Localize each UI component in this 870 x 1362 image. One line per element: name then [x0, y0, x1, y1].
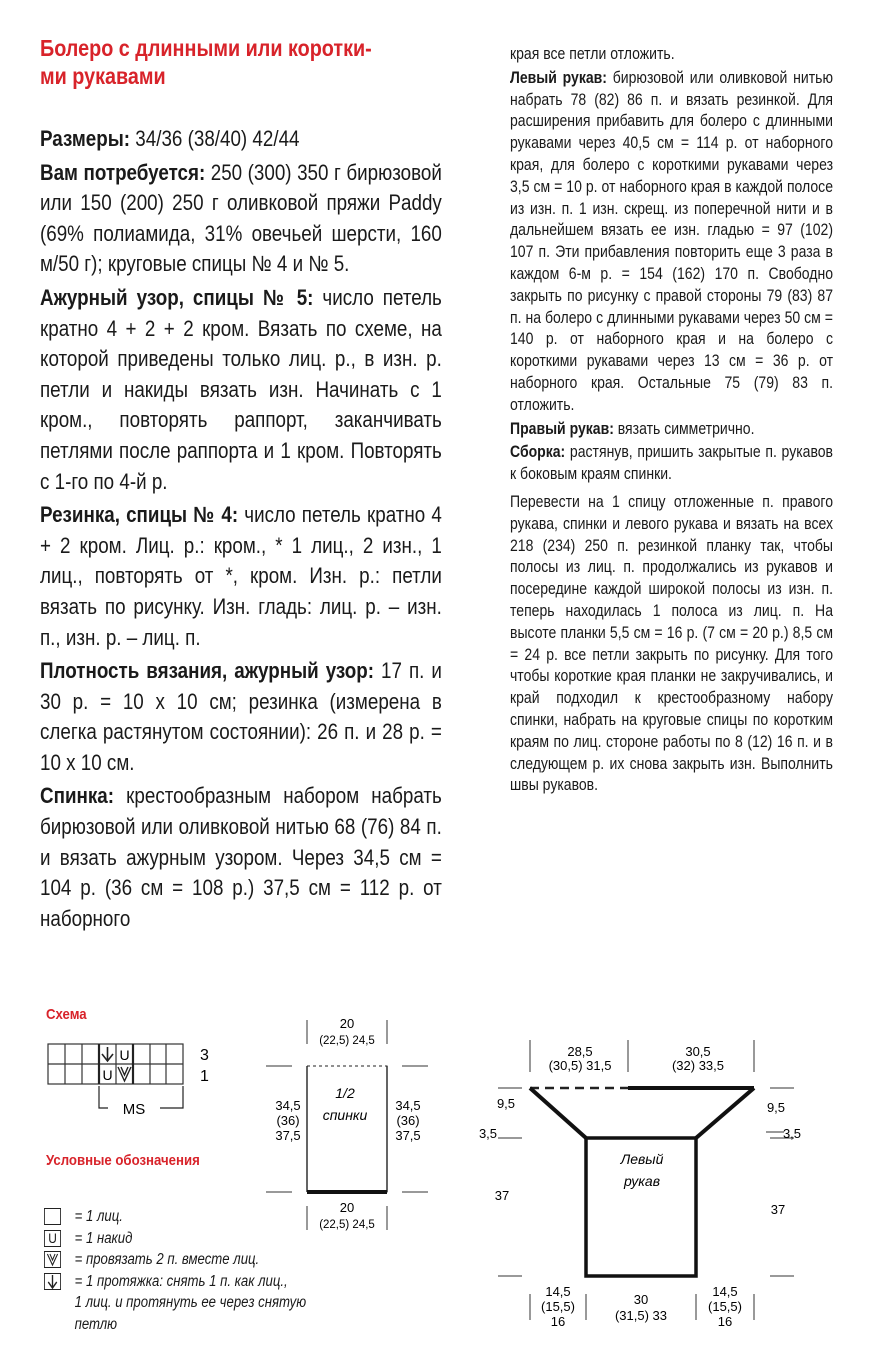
- materials-paragraph: [40, 158, 442, 280]
- back-top-width: 20: [339, 1016, 355, 1031]
- sleeve-top-left-width: 28,5: [567, 1044, 593, 1059]
- sleeve-right-9-5: 9,5: [766, 1100, 786, 1115]
- sleeve-right-length: 37: [770, 1202, 786, 1217]
- row-number-1: 1: [200, 1068, 209, 1085]
- ms-bracket-right: [160, 1086, 183, 1108]
- rib-paragraph: [40, 500, 442, 653]
- title-line-1: Болеро с длинными или коротки-: [40, 35, 372, 61]
- right-column: [510, 44, 833, 799]
- sleeve-bottom-center-2: (31,5) 33: [614, 1308, 668, 1323]
- k2tog-symbol: [118, 1067, 131, 1081]
- ms-bracket-left: [99, 1086, 108, 1108]
- legend-psso: [44, 1271, 384, 1293]
- legend-k2tog: [44, 1249, 384, 1271]
- back-left-height-2: (36): [276, 1113, 300, 1128]
- sleeve-label-2: рукав: [623, 1173, 661, 1189]
- legend-k2tog-text: = провязать 2 п. вместе лиц.: [74, 1251, 260, 1268]
- sleeve-bottom-left-1: 14,5: [545, 1284, 571, 1299]
- sizes-value: 34/36 (38/40) 42/44: [130, 126, 300, 151]
- sleeve-pattern-diagram: [470, 1036, 870, 1336]
- sleeve-left-slope: [530, 1088, 586, 1138]
- sleeve-left-3-5: 3,5: [478, 1126, 498, 1141]
- back-right-height-2: (36): [396, 1113, 420, 1128]
- assembly-paragraph: [510, 442, 833, 486]
- sleeve-top-left-width-sizes: (30,5) 31,5: [548, 1058, 612, 1073]
- sleeve-right-slope: [696, 1088, 754, 1138]
- back-center-label-2: спинки: [322, 1107, 368, 1123]
- sizes-label: Размеры:: [40, 126, 131, 151]
- sleeve-top-right-width: 30,5: [685, 1044, 711, 1059]
- legend-psso-text-3: петлю: [74, 1315, 118, 1333]
- left-sleeve-value: бирюзовой или оливковой нитью набрать 78 (82) 86 п. и вязать резинкой. Для расширения прибавить для болеро с длинными рукавами через 40,5 см = 114 р. от наборного края, для болеро с короткими рукавами через 3,5 см = 10 р. от наборного края в каждой полосе из изн. п. 1 изн. скрещ. из поперечной нити и в дальнейшем вязать ее изн. гладью = 97 (102) 107 п. Эти прибавления повторить еще 3 раза в каждом 6-м р. = 154 (162) 170 п. Свободно закрыть по рисунку с правой стороны 79 (83) 87 п. на болеро с длинными рукавами через 50 см = 140 р. от наборного края и на болеро с короткими рукавами через 13 см = 36 р. от наборного края. Остальные 75 (79) 83 п. отложить.: [510, 68, 834, 414]
- sleeve-bottom-right-1: 14,5: [712, 1284, 738, 1299]
- article-title: [40, 34, 470, 90]
- sleeve-bottom-left-3: 16: [550, 1314, 566, 1329]
- back-label: Спинка:: [40, 783, 115, 809]
- back-pattern-diagram: [262, 1016, 452, 1236]
- back-center-label-1: 1/2: [335, 1085, 355, 1101]
- sleeve-left-9-5: 9,5: [496, 1096, 516, 1111]
- legend-title: Условные обозначения: [46, 1152, 200, 1169]
- lace-paragraph: [40, 283, 442, 497]
- psso-box-icon: [44, 1273, 61, 1290]
- knit-box-icon: [44, 1208, 61, 1225]
- back-value: крестообразным набором набрать бирюзовой или оливковой нитью 68 (76) 84 п. и вязать ажурным узором. Через 34,5 см = 104 р. (36 см = 108 р.) 37,5 см = 112 р. от наборного: [40, 783, 442, 931]
- gauge-label: Плотность вязания, ажурный узор:: [40, 658, 375, 684]
- sleeve-bottom-left-2: (15,5): [541, 1299, 575, 1314]
- legend-knit-text: = 1 лиц.: [74, 1208, 123, 1225]
- sleeve-bottom-center-1: 30: [633, 1292, 649, 1307]
- back-left-height-1: 34,5: [275, 1098, 301, 1113]
- left-sleeve-label: Левый рукав:: [510, 68, 607, 87]
- left-column: [40, 124, 442, 937]
- row-number-3: 3: [200, 1047, 209, 1064]
- back-top-width-sizes: (22,5) 24,5: [319, 1035, 375, 1047]
- sleeve-bottom-right-3: 16: [717, 1314, 733, 1329]
- back-bottom-width-sizes: (22,5) 24,5: [319, 1219, 375, 1231]
- legend-psso-text-1: = 1 протяжка: снять 1 п. как лиц.,: [74, 1272, 288, 1290]
- back-bottom-width: 20: [339, 1200, 355, 1215]
- lace-value: число петель кратно 4 + 2 + 2 кром. Вязать по схеме, на которой приведены только лиц. р., в изн. р. петли и накиды вязать изн. Начинать с 1 кром., повторять раппорт, заканчивать петлями после раппорта и 1 кром. Повторять с 1-го по 4-й р.: [40, 284, 442, 494]
- sleeve-left-length: 37: [494, 1188, 510, 1203]
- final-paragraph: Перевести на 1 спицу отложенные п. правого рукава, спинки и левого рукава и вязать на всех 218 (234) 250 п. резинкой планку так, чтобы полосы из лиц. п. продолжались из рукавов и посередине каждой широкой полосы из изн. п. теперь находилась 1 полоса из лиц. п. На высоте планки 5,5 см = 16 р. (7 см = 20 р.) 8,5 см = 24 р. все петли закрыть по рисунку. Для того чтобы короткие края планки не закручивались, и край подходил к крестообразному набору спинки, набрать на круговые спицы по коротким краям по лиц. стороне работы по 8 (12) 16 п. и в следующем р. их снова закрыть изн. Выполнить швы рукавов.: [510, 492, 833, 795]
- left-sleeve-paragraph: [510, 68, 833, 417]
- back-right-height-3: 37,5: [395, 1128, 421, 1143]
- lace-label: Ажурный узор, спицы № 5:: [40, 284, 314, 310]
- back-right-height-1: 34,5: [395, 1098, 421, 1113]
- materials-value: 250 (300) 350 г бирюзовой или 150 (200) 250 г оливковой пряжи Paddy (69% полиамида, 31% овечьей шерсти, 160 м/50 г); круговые спицы № 4 и № 5.: [40, 159, 442, 277]
- legend-psso-cont-2: [44, 1314, 384, 1336]
- assembly-label: Сборка:: [510, 443, 566, 462]
- yarnover-symbol-row1: U: [102, 1067, 113, 1083]
- yarnover-symbol-row3: U: [119, 1047, 130, 1063]
- right-sleeve-value: вязать симметрично.: [613, 419, 755, 438]
- back-left-height-3: 37,5: [275, 1128, 301, 1143]
- back-paragraph: [40, 781, 442, 934]
- assembly-value: растянув, пришить закрытые п. рукавов к боковым краям спинки.: [510, 443, 833, 484]
- sleeve-label-1: Левый: [620, 1151, 664, 1167]
- gauge-paragraph: [40, 656, 442, 778]
- chart-grid: [48, 1044, 183, 1084]
- materials-label: Вам потребуется:: [40, 159, 206, 185]
- psso-symbol: [102, 1047, 113, 1061]
- back-continuation: края все петли отложить.: [510, 45, 675, 63]
- rib-label: Резинка, спицы № 4:: [40, 502, 239, 528]
- rib-value: число петель кратно 4 + 2 кром. Лиц. р.: кром., * 1 лиц., 2 изн., 1 лиц., повторять от *, кром. Изн. р.: петли вязать по рисунку. Изн. гладь: лиц. р. – изн. п., изн. р. – лиц. п.: [40, 502, 442, 650]
- k2tog-box-icon: [44, 1251, 61, 1268]
- right-sleeve-paragraph: [510, 419, 833, 441]
- sizes-paragraph: [40, 124, 442, 155]
- legend-psso-cont-1: [44, 1292, 384, 1314]
- stitch-chart: [40, 1036, 230, 1118]
- sleeve-right-3-5: 3,5: [782, 1126, 802, 1141]
- right-sleeve-label: Правый рукав:: [510, 419, 614, 438]
- sleeve-bottom-right-2: (15,5): [708, 1299, 742, 1314]
- sleeve-top-right-width-sizes: (32) 33,5: [671, 1058, 725, 1073]
- ms-label: MS: [122, 1101, 146, 1118]
- title-line-2: ми рукавами: [40, 63, 166, 89]
- scheme-title: Схема: [46, 1006, 87, 1023]
- yarnover-box-icon: U: [44, 1230, 61, 1247]
- legend-psso-text-2: 1 лиц. и протянуть ее через снятую: [74, 1294, 307, 1311]
- legend-yarnover-text: = 1 накид: [74, 1229, 133, 1247]
- gauge-value: 17 п. и 30 р. = 10 х 10 см; резинка (измерена в слегка растянутом состоянии): 26 п. и 28 р. = 10 х 10 см.: [40, 658, 442, 775]
